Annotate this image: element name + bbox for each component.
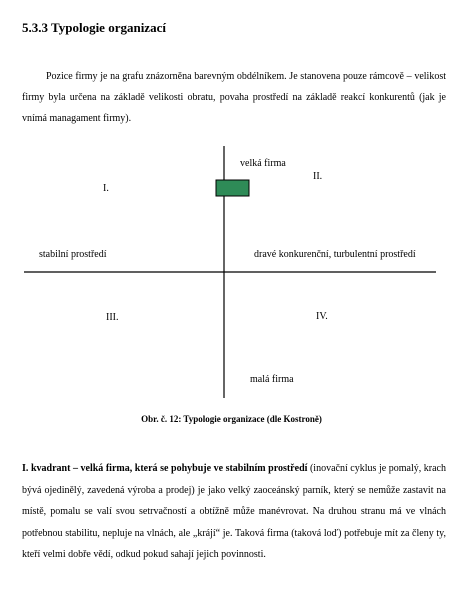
quadrant-1-label: I.	[103, 183, 109, 194]
right-axis-label: dravé konkurenční, turbulentní prostředí	[254, 249, 416, 260]
bottom-axis-label: malá firma	[250, 374, 294, 385]
body-paragraph	[22, 458, 446, 566]
intro-paragraph: Pozice firmy je na grafu znázorněna barevným obdélníkem. Je stanovena pouze rámcově – velikost firmy byla určena na základě velikosti obratu, povaha prostředí na základě reakcí konkurentů (jak je vnímá managament firmy).	[22, 71, 446, 124]
top-axis-label: velká firma	[240, 158, 286, 169]
body-lead: I. kvadrant – velká firma, která se pohybuje ve stabilním prostředí	[22, 463, 308, 474]
body-rest: (inovační cyklus je pomalý, krach bývá ojedinělý, zavedená výroba a prodej) je jako velký zaoceánský parník, který se nemůže zastavit na místě, pomalu se valí svou setrvačností a obtížně může manévrovat. Na druhou stranu má ve vlnách potřebnou stabilitu, nepluje na vlnách, ale „krájí“ je. Taková firma (taková loď) potřebuje mít za členy ty, kteří velmi dobře vědí, odkud pokud sahají jejich povinnosti.	[22, 463, 446, 560]
company-position-marker	[216, 180, 249, 196]
quadrant-3-label: III.	[106, 312, 119, 323]
section-heading: 5.3.3 Typologie organizací	[22, 20, 166, 35]
quadrant-4-label: IV.	[316, 311, 328, 322]
left-axis-label: stabilní prostředí	[39, 249, 107, 260]
figure-caption: Obr. č. 12: Typologie organizace (dle Kostroně)	[141, 414, 322, 424]
quadrant-2-label: II.	[313, 171, 323, 182]
